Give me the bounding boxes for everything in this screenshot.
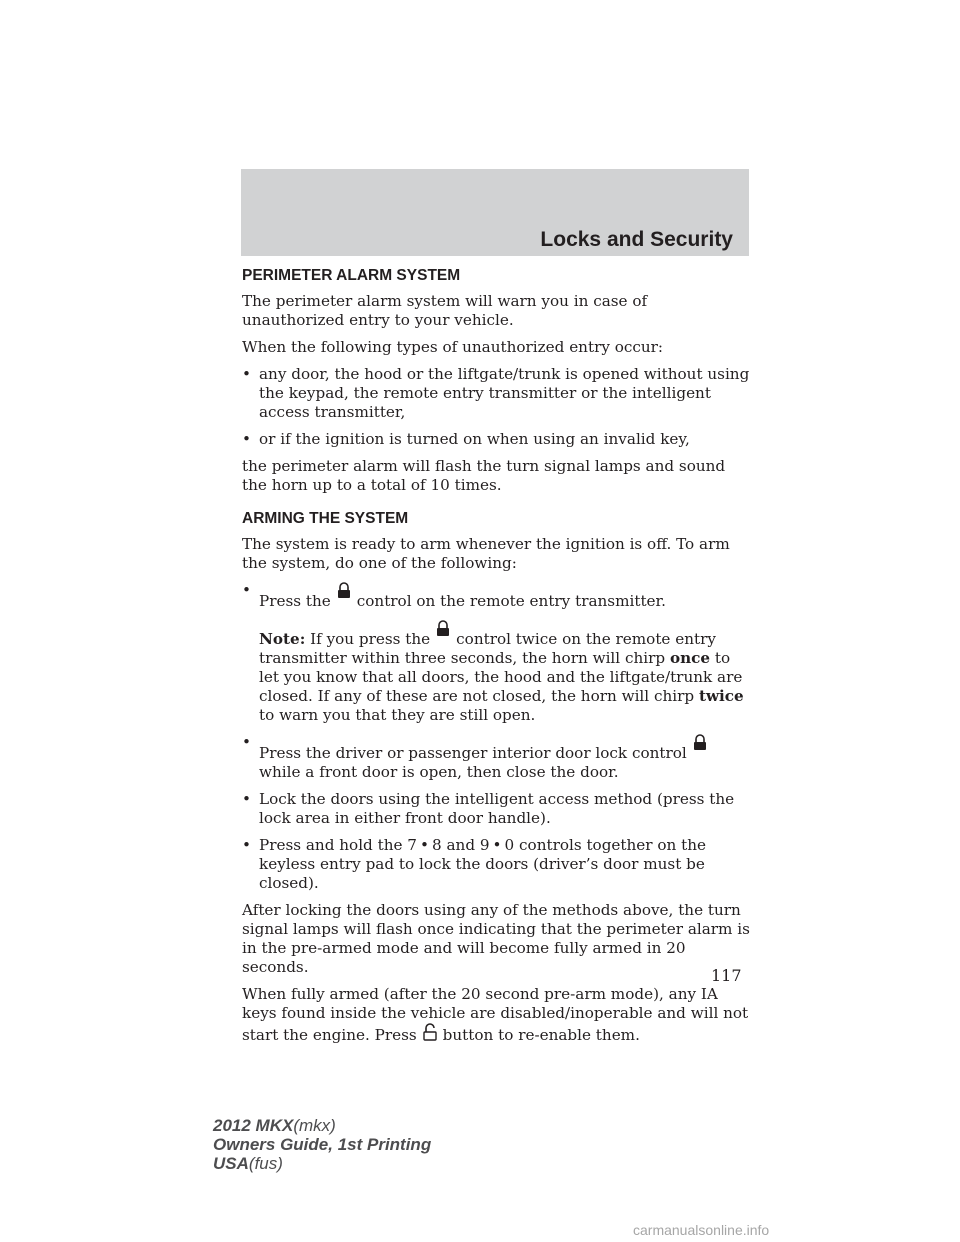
unlock-icon	[421, 1023, 439, 1042]
list-item	[242, 365, 752, 422]
bullet-glyph: •	[242, 790, 251, 808]
list-item	[242, 581, 752, 611]
section-header-band	[241, 169, 749, 256]
page-number: 117	[711, 966, 742, 985]
bullet-glyph: •	[242, 430, 251, 448]
note-paragraph	[242, 619, 752, 725]
emphasis-twice: twice	[698, 687, 744, 705]
list-item	[242, 430, 752, 449]
page-content	[242, 266, 752, 1053]
list-item	[242, 836, 752, 893]
paragraph: the perimeter alarm will flash the turn signal lamps and sound the horn up to a total of 10 times.	[242, 457, 726, 494]
heading-perimeter-alarm: PERIMETER ALARM SYSTEM	[242, 267, 461, 284]
heading-arming-system: ARMING THE SYSTEM	[242, 510, 409, 527]
lock-icon	[335, 581, 353, 600]
list-item-text: any door, the hood or the liftgate/trunk is opened without using the keypad, the remote entry transmitter or the intelligent access transmitter,	[259, 365, 750, 421]
list-item-text: Lock the doors using the intelligent access method (press the lock area in either front door handle).	[259, 790, 735, 827]
note-text: If you press the	[310, 630, 431, 648]
list-item-text: Press the driver or passenger interior door lock control	[259, 744, 687, 762]
paragraph: The system is ready to arm whenever the ignition is off. To arm the system, do one of the following:	[242, 535, 730, 572]
footer-guide-edition: Owners Guide, 1st Printing	[213, 1135, 432, 1154]
list-item	[242, 790, 752, 828]
list-item-text: Press the	[259, 592, 331, 610]
list-item-text: control on the remote entry transmitter.	[356, 592, 666, 610]
note-text: control twice on the remote entry transmitter within three seconds, the horn will chirp	[259, 630, 716, 667]
bullet-glyph: •	[242, 365, 251, 383]
section-title: Locks and Security	[540, 228, 733, 251]
paragraph: When the following types of unauthorized entry occur:	[242, 338, 664, 356]
footer-market-code: (fus)	[248, 1154, 283, 1173]
footer-line	[213, 1154, 431, 1173]
paragraph-text: When fully armed (after the 20 second pre-arm mode), any IA keys found inside the vehicle are disabled/inoperable and will not start the engine. Press	[242, 985, 749, 1044]
bullet-glyph: •	[242, 836, 251, 854]
footer-market: USA	[213, 1154, 249, 1173]
paragraph: After locking the doors using any of the methods above, the turn signal lamps will flash once indicating that the perimeter alarm is in the pre-armed mode and will become fully armed in 20 seconds.	[242, 901, 750, 976]
paragraph: The perimeter alarm system will warn you in case of unauthorized entry to your vehicle.	[242, 292, 648, 329]
bullet-glyph: •	[242, 581, 251, 599]
note-label: Note:	[259, 630, 306, 648]
list-item-text: or if the ignition is turned on when using an invalid key,	[259, 430, 690, 448]
note-text: to let you know that all doors, the hood and the liftgate/trunk are closed. If any of these are not closed, the horn will chirp	[259, 649, 743, 705]
paragraph-text: button to re-enable them.	[442, 1026, 640, 1044]
paragraph	[242, 985, 752, 1045]
note-text: to warn you that they are still open.	[259, 706, 536, 724]
list-item	[242, 733, 752, 782]
watermark: carmanualsonline.info	[633, 1222, 770, 1238]
lock-icon	[434, 619, 452, 638]
footer-model: 2012 MKX	[213, 1116, 294, 1135]
footer-model-code: (mkx)	[293, 1116, 336, 1135]
footer-print-info	[213, 1116, 431, 1173]
lock-icon	[691, 733, 709, 752]
list-item-text: Press and hold the 7 • 8 and 9 • 0 controls together on the keyless entry pad to lock the doors (driver’s door must be closed).	[259, 836, 707, 892]
bullet-glyph: •	[242, 733, 251, 751]
emphasis-once: once	[669, 649, 711, 667]
list-item-text: while a front door is open, then close the door.	[259, 763, 619, 781]
footer-line	[213, 1116, 431, 1135]
